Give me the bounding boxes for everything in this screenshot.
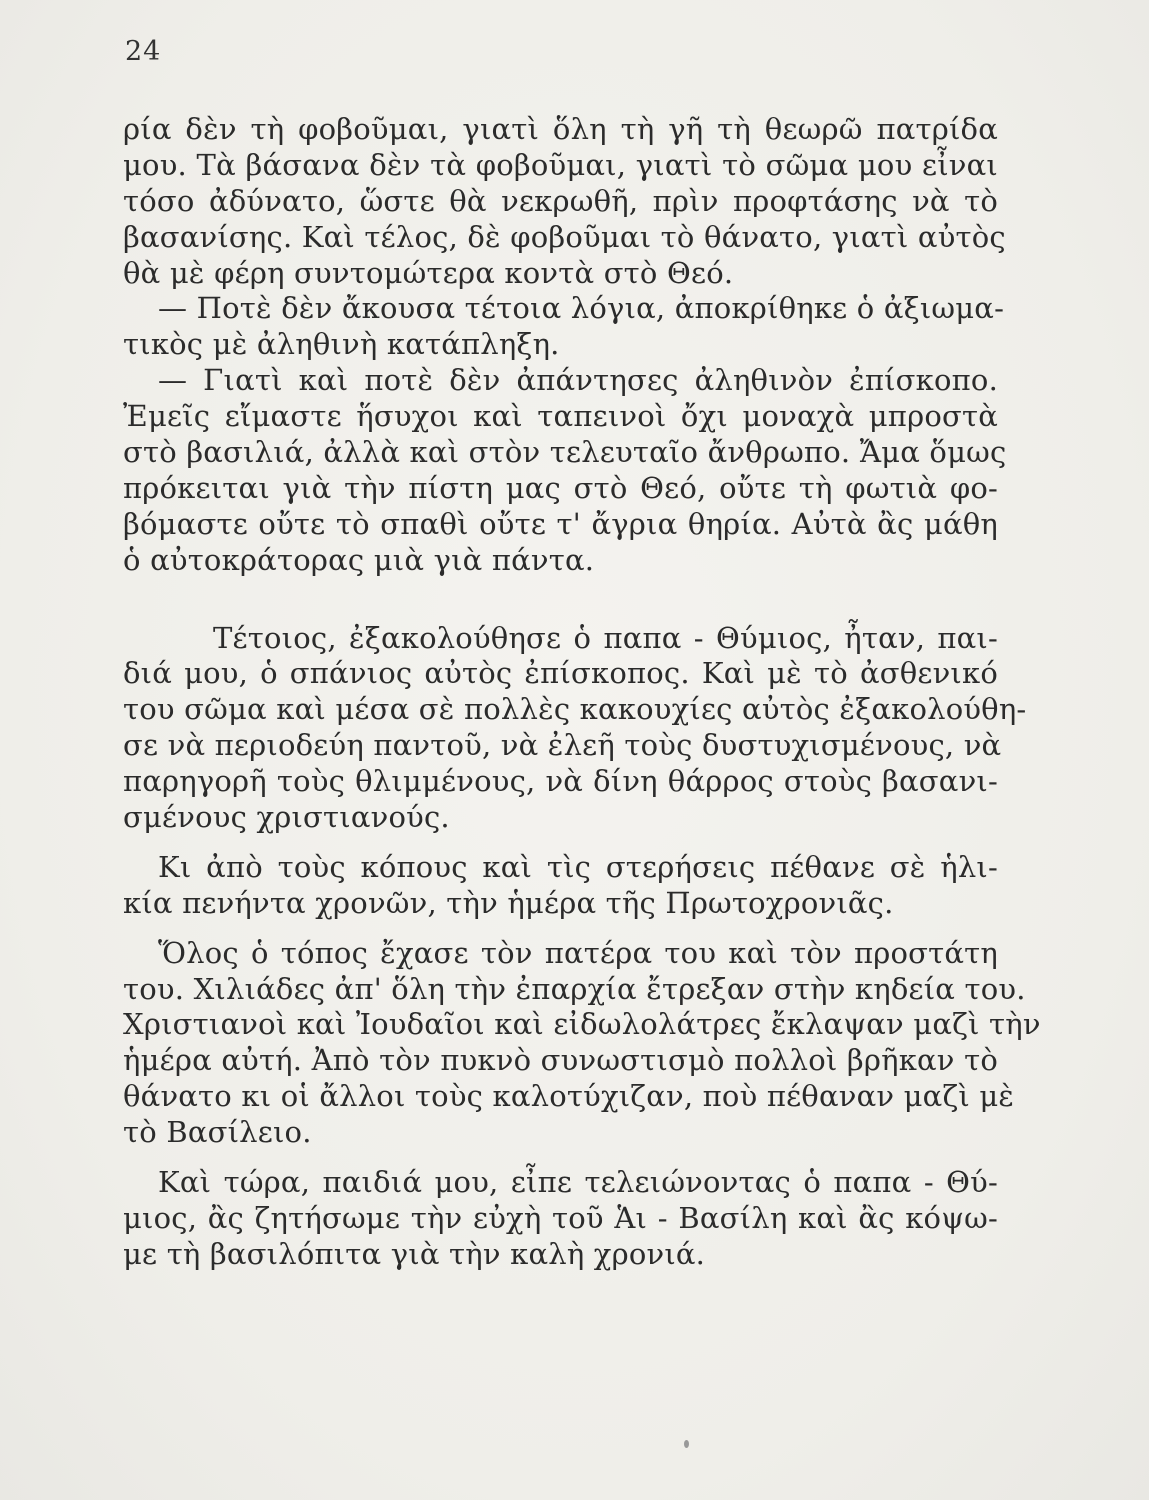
text-line: παρηγορῆ τοὺς θλιμμένους, νὰ δίνη θάρρος στοὺς βασανι-	[123, 764, 998, 799]
ink-speck	[684, 1440, 689, 1448]
paragraph-gap	[123, 836, 998, 850]
text-line: του σῶμα καὶ μέσα σὲ πολλὲς κακουχίες αὐτὸς ἐξακολούθη-	[123, 692, 1027, 727]
text-line: Τέτοιος, ἐξακολούθησε ὁ παπα - Θύμιος, ἦταν, παι-	[213, 620, 998, 655]
paragraph	[123, 935, 1041, 1151]
paragraph	[123, 620, 1027, 836]
paragraph-gap	[123, 1151, 998, 1165]
text-line: Κι ἀπὸ τοὺς κόπους καὶ τὶς στερήσεις πέθανε σὲ ἡλι-	[158, 849, 998, 884]
text-line: βόμαστε οὔτε τὸ σπαθὶ οὔτε τ' ἄγρια θηρία. Αὐτὰ ἂς μάθη	[123, 506, 998, 541]
text-line: Ὅλος ὁ τόπος ἔχασε τὸν πατέρα του καὶ τὸν προστάτη	[158, 935, 998, 970]
paragraph-gap	[123, 922, 998, 936]
paragraph	[123, 850, 998, 922]
text-line: του. Χιλιάδες ἀπ' ὅλη τὴν ἐπαρχία ἔτρεξαν στὴν κηδεία του.	[123, 971, 1026, 1006]
text-line: τὸ Βασίλειο.	[123, 1115, 312, 1150]
text-line: τόσο ἀδύνατο, ὥστε θὰ νεκρωθῆ, πρὶν προφτάσης νὰ τὸ	[123, 183, 998, 218]
text-line: διά μου, ὁ σπάνιος αὐτὸς ἐπίσκοπος. Καὶ μὲ τὸ ἀσθενικό	[123, 656, 998, 691]
text-line: θάνατο κι οἱ ἄλλοι τοὺς καλοτύχιζαν, ποὺ πέθαναν μαζὶ μὲ	[123, 1079, 1015, 1114]
text-line: βασανίσης. Καὶ τέλος, δὲ φοβοῦμαι τὸ θάνατο, γιατὶ αὐτὸς	[123, 219, 1006, 254]
text-line: πρόκειται γιὰ τὴν πίστη μας στὸ Θεό, οὔτε τὴ φωτιὰ φο-	[123, 470, 998, 505]
text-line: κία πενήντα χρονῶν, τὴν ἡμέρα τῆς Πρωτοχρονιᾶς.	[123, 885, 894, 920]
body-text	[123, 112, 1041, 1273]
text-line: Χριστιανοὶ καὶ Ἰουδαῖοι καὶ εἰδωλολάτρες ἔκλαψαν μαζὶ τὴν	[123, 1007, 1041, 1042]
text-line: τικὸς μὲ ἀληθινὴ κατάπληξη.	[123, 327, 560, 362]
text-line: μου. Τὰ βάσανα δὲν τὰ φοβοῦμαι, γιατὶ τὸ σῶμα μου εἶναι	[123, 147, 998, 182]
text-line: θὰ μὲ φέρη συντομώτερα κοντὰ στὸ Θεό.	[123, 255, 734, 290]
section-gap	[123, 579, 998, 621]
text-line: με τὴ βασιλόπιτα γιὰ τὴν καλὴ χρονιά.	[123, 1236, 706, 1271]
paragraph	[123, 1165, 998, 1273]
text-line: — Ποτὲ δὲν ἄκουσα τέτοια λόγια, ἀποκρίθηκε ὁ ἀξιωμα-	[158, 291, 1005, 326]
text-line: ὁ αὐτοκράτορας μιὰ γιὰ πάντα.	[123, 542, 595, 577]
text-line: σε νὰ περιοδεύη παντοῦ, νὰ ἐλεῆ τοὺς δυστυχισμένους, νὰ	[123, 728, 1002, 763]
text-line: Καὶ τώρα, παιδιά μου, εἶπε τελειώνοντας ὁ παπα - Θύ-	[158, 1165, 998, 1200]
paragraph	[123, 363, 1007, 578]
text-line: μιος, ἂς ζητήσωμε τὴν εὐχὴ τοῦ Ἁι - Βασίλη καὶ ἂς κόψω-	[123, 1200, 998, 1235]
text-line: σμένους χριστιανούς.	[123, 800, 450, 835]
paragraph	[123, 112, 1006, 291]
page-number: 24	[125, 36, 162, 67]
text-line: Ἐμεῖς εἴμαστε ἥσυχοι καὶ ταπεινοὶ ὄχι μοναχὰ μπροστὰ	[123, 399, 998, 434]
paragraph	[123, 291, 1005, 363]
text-line: στὸ βασιλιά, ἀλλὰ καὶ στὸν τελευταῖο ἄνθρωπο. Ἄμα ὅμως	[123, 435, 1007, 470]
text-line: ἡμέρα αὐτή. Ἀπὸ τὸν πυκνὸ συνωστισμὸ πολλοὶ βρῆκαν τὸ	[123, 1043, 998, 1078]
text-line: — Γιατὶ καὶ ποτὲ δὲν ἀπάντησες ἀληθινὸν ἐπίσκοπο.	[158, 363, 998, 398]
text-line: ρία δὲν τὴ φοβοῦμαι, γιατὶ ὅλη τὴ γῆ τὴ θεωρῶ πατρίδα	[123, 112, 998, 146]
